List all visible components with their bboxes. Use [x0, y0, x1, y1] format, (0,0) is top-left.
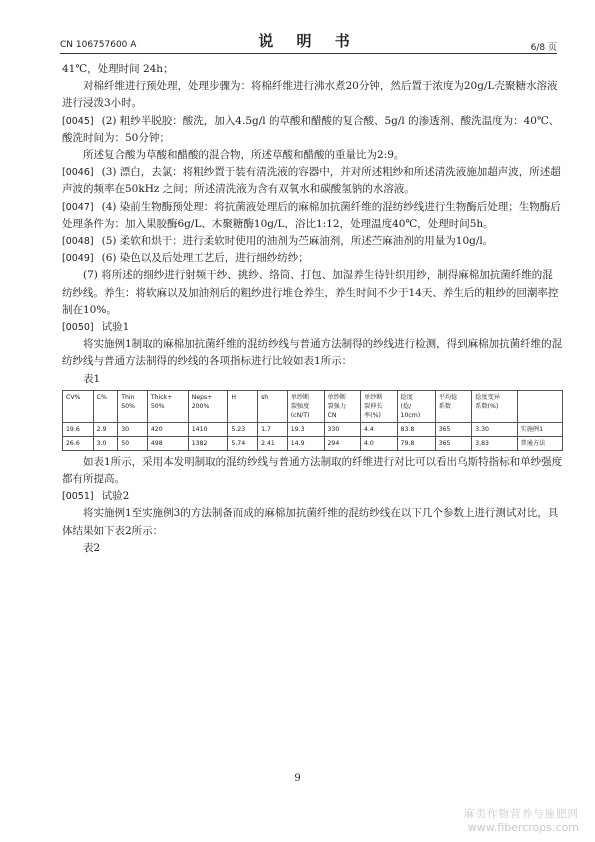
paragraph: 将实施例1至实施例3的方法制备而成的麻棉加抗菌纤维的混纺纱线在以下几个参数上进行测试对比，具体结果如下表2所示： [62, 507, 559, 537]
table-header-row [63, 390, 563, 422]
paragraph-number: [0050] [62, 322, 94, 334]
table-caption: 表2 [83, 541, 101, 554]
paragraph-number: [0046] [62, 167, 94, 179]
paragraph-0046: [0046] (3) 漂白，去氯：将粗纱置于装有清洗液的容器中，并对所述粗纱和所述清洗液施加超声波，所述超声波的频率在50kHz 之间；所述清洗液为含有双氧水和碳酸氢钠的水溶液。 [62, 166, 561, 196]
paragraph-0048: [0048] (5) 柔软和烘干：进行柔软时使用的油剂为苎麻油剂，所述苎麻油剂的用量为10g/l。 [62, 235, 494, 248]
watermark-url: www.fibercrops.com [467, 821, 579, 834]
table-cell: 294 [324, 436, 361, 450]
paragraph-number: [0051] [62, 491, 94, 503]
paragraph-number: [0049] [62, 253, 94, 265]
table-header-cell: 平均捻 系数 [435, 390, 472, 422]
table-cell: 2.9 [93, 422, 118, 436]
table-header-cell: 单纱断 裂伸长 率(%) [361, 390, 398, 422]
table-cell: 420 [147, 422, 188, 436]
table-header-cell: 单纱断 裂强度 (cN/T) [287, 390, 324, 422]
paragraph-0051: [0051] 试验2 [62, 490, 130, 503]
table-cell: 19.3 [287, 422, 324, 436]
table-caption: 表1 [83, 372, 101, 385]
table-cell: 50 [118, 436, 148, 450]
paragraph-number: [0048] [62, 236, 94, 248]
table-header-cell: sh [258, 390, 288, 422]
paragraph-0047: [0047] (4) 染前生物酶预处理：将抗菌液处理后的麻棉加抗菌纤维的混纺纱线进行生物酶后处理；生物酶后处理条件为：加入果胶酶6g/L、木聚糖酶10g/L，浴比1:12，处理温度40℃，处理时间5h。 [62, 200, 561, 230]
table-header-cell [517, 390, 562, 422]
paragraph: 所述复合酸为草酸和醋酸的混合物，所述草酸和醋酸的重量比为2:9。 [83, 149, 405, 162]
table-cell: 79.8 [397, 436, 435, 450]
table-row [63, 436, 563, 450]
paragraph: 对棉纤维进行预处理，处理步骤为：将棉纤维进行沸水煮20分钟，然后置于浓度为20g/L壳聚糖水溶液进行浸泼3小时。 [62, 80, 558, 110]
table-header-cell: H [228, 390, 258, 422]
table-header-cell: Thick+ 50% [147, 390, 188, 422]
table-cell: 3.30 [472, 422, 517, 436]
table-cell: 普通方法 [517, 436, 562, 450]
paragraph: 如表1所示，采用本发明制取的混纺纱线与普通方法制取的纤维进行对比可以看出乌斯特指标和单纱强度都有所提高。 [62, 455, 563, 486]
paragraph-0049: [0049] (6) 染色以及后处理工艺后，进行细纱纺纱； [62, 252, 309, 265]
table-cell: 实施例1 [517, 422, 562, 436]
patent-number: CN 106757600 A [60, 40, 137, 50]
header-divider [60, 53, 557, 54]
table-cell: 30 [118, 422, 148, 436]
table-cell: 1382 [188, 436, 228, 450]
table-header-cell: CV% [63, 390, 94, 422]
data-table [62, 390, 563, 451]
table-row [63, 422, 563, 436]
table-cell: 1.7 [258, 422, 288, 436]
watermark-name: 麻类作物营养与施肥网 [464, 808, 579, 820]
table-cell: 14.9 [287, 436, 324, 450]
paragraph: 41℃，处理时间 24h； [62, 63, 174, 75]
page-number: 9 [294, 773, 301, 784]
page-indicator: 6/8 页 [530, 43, 557, 53]
page-header [60, 22, 557, 52]
paragraph-number: [0047] [62, 201, 94, 213]
table-header-cell: C% [93, 390, 118, 422]
table-header-cell: 捻度 (捻/ 10cm) [397, 390, 435, 422]
table-cell: 1410 [188, 422, 228, 436]
paragraph-0050: [0050] 试验1 [62, 321, 130, 334]
table-header-cell: 捻度变异 系数(%) [472, 390, 517, 422]
table-cell: 330 [324, 422, 361, 436]
table-header-cell: Neps+ 200% [188, 390, 228, 422]
table-cell: 5.23 [228, 422, 258, 436]
table-cell: 5.74 [228, 436, 258, 450]
table-cell: 2.41 [258, 436, 288, 450]
table-cell: 3.83 [472, 436, 517, 450]
paragraph: (7) 将所述的细纱进行射频干纱、挑纱、络筒、打包、加湿养生待针织用纱，制得麻棉加抗菌纤维的混纺纱线。养生：将软麻以及加油剂后的粗纱进行堆仓养生，养生时间不少于14天、养生后的粗纱的回潮率控制在10%。 [62, 269, 559, 316]
table-cell: 19.6 [63, 422, 94, 436]
watermark [439, 806, 579, 834]
paragraph-number: [0045] [62, 115, 94, 127]
table-header-cell: 单纱断 裂强力 CN [324, 390, 361, 422]
table-header-cell: Thin 50% [118, 390, 148, 422]
document-title: 说 明 书 [258, 32, 359, 50]
table-cell: 498 [147, 436, 188, 450]
document-body [62, 61, 563, 557]
table-cell: 4.0 [361, 436, 398, 450]
table-cell: 365 [435, 422, 472, 436]
paragraph-0045: [0045] (2) 粗纱半脱胶：酸洗，加入4.5g/l 的草酸和醋酸的复合酸、5g/l 的渗透剂、酸洗温度为：40℃、酸洗时间为：50分钟； [62, 114, 560, 144]
paragraph: 将实施例1制取的麻棉加抗菌纤维的混纺纱线与普通方法制得的纱线进行检测，得到麻棉加抗菌纤维的混纺纱线与普通方法制得的纱线的各项指标进行比较如表1所示： [62, 338, 563, 368]
table-cell: 83.8 [397, 422, 435, 436]
table-cell: 365 [435, 436, 472, 450]
table-cell: 26.6 [63, 436, 94, 450]
table-cell: 4.4 [361, 422, 398, 436]
table-cell: 3.0 [93, 436, 118, 450]
